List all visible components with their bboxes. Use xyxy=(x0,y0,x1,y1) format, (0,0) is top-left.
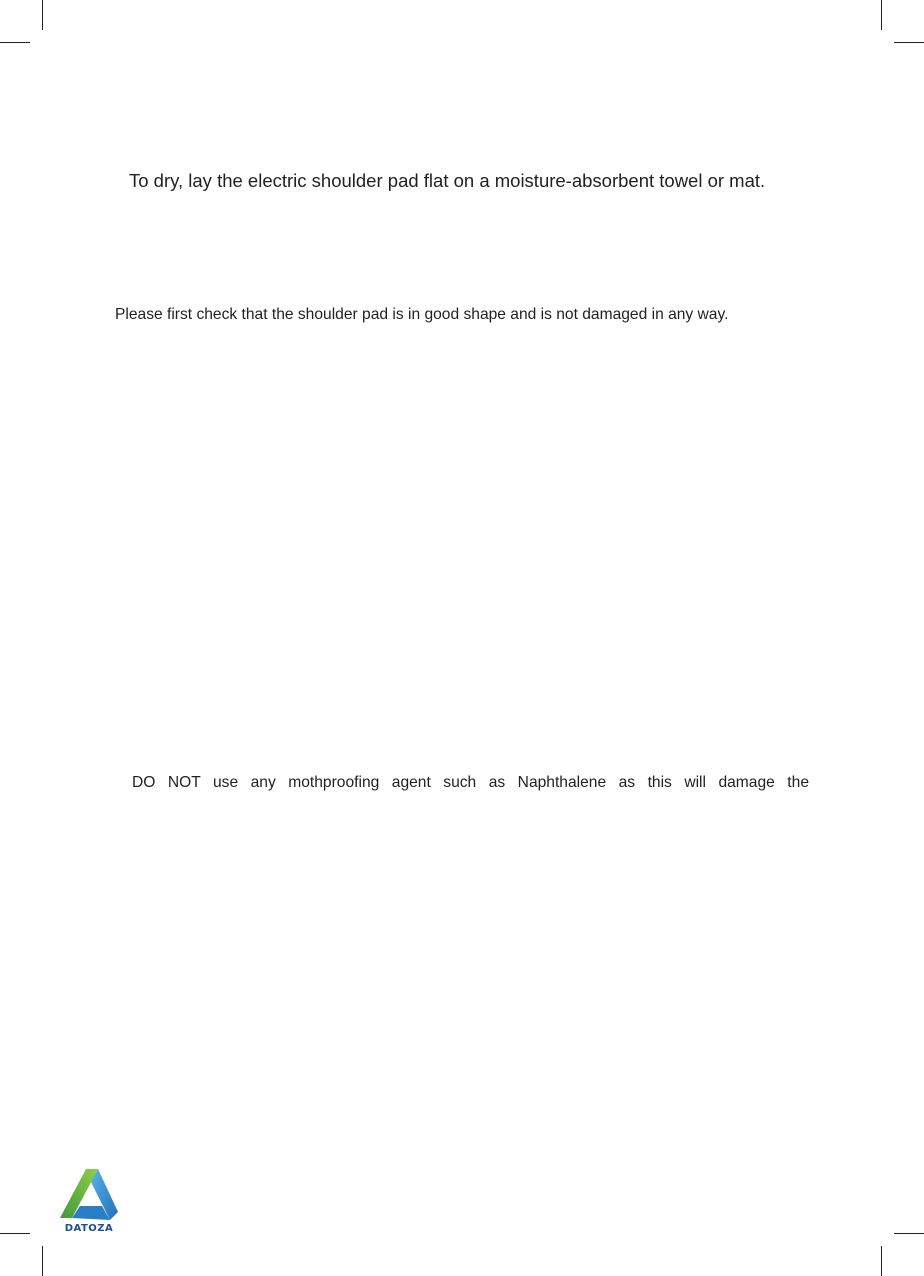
mothproofing-warning: DO NOT use any mothproofing agent such as Naphthalene as this will damage the xyxy=(132,774,809,791)
brand-name: DATOZA xyxy=(64,1223,114,1234)
crop-mark-bottom-right-h xyxy=(894,1233,924,1234)
crop-mark-top-left-h xyxy=(0,42,30,43)
crop-mark-top-right xyxy=(881,0,882,30)
crop-mark-bottom-left xyxy=(42,1246,43,1276)
inspection-instruction: Please first check that the shoulder pad is in good shape and is not damaged in any way. xyxy=(115,306,729,323)
crop-mark-bottom-right xyxy=(881,1246,882,1276)
crop-mark-top-left xyxy=(42,0,43,30)
crop-mark-bottom-left-h xyxy=(0,1233,30,1234)
drying-instruction: To dry, lay the electric shoulder pad flat on a moisture-absorbent towel or mat. xyxy=(129,170,766,191)
crop-mark-top-right-h xyxy=(894,42,924,43)
